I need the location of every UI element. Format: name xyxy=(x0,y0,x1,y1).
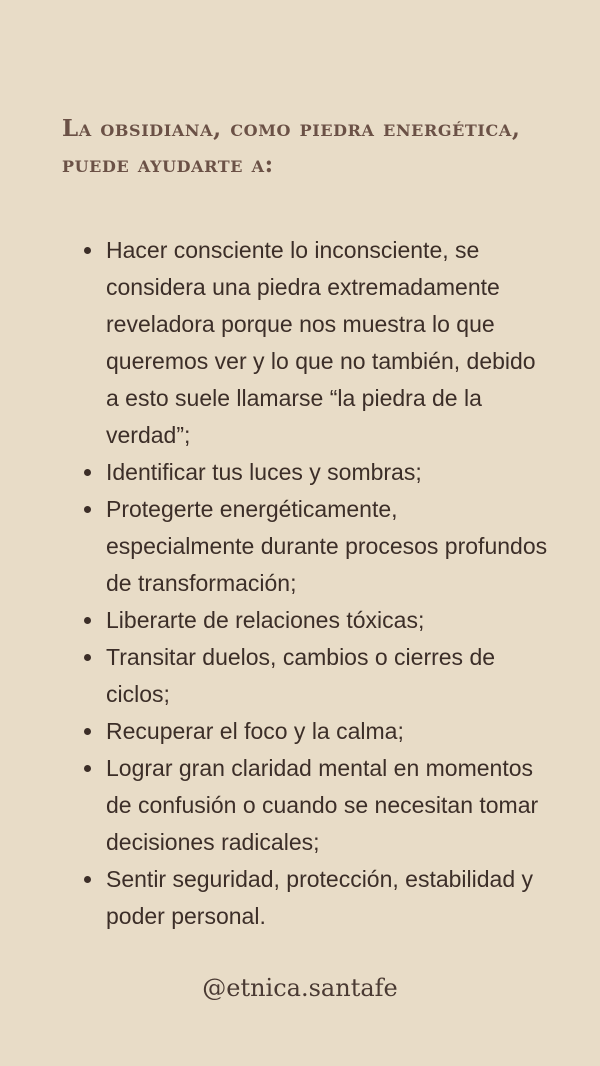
list-item xyxy=(80,602,550,639)
list-item xyxy=(80,713,550,750)
list-item xyxy=(80,454,550,491)
bullet-icon xyxy=(84,617,91,624)
list-item xyxy=(80,639,550,713)
list-item-text: Sentir seguridad, protección, estabilidad y poder personal. xyxy=(106,866,534,929)
bullet-icon xyxy=(84,654,91,661)
list-item-text: Identificar tus luces y sombras; xyxy=(106,459,422,485)
list-item-text: Liberarte de relaciones tóxicas; xyxy=(106,607,425,633)
bullet-icon xyxy=(84,728,91,735)
list-item-text: Lograr gran claridad mental en momentos de confusión o cuando se necesitan tomar decisiones radicales; xyxy=(106,755,539,855)
benefits-list xyxy=(80,232,550,935)
bullet-icon xyxy=(84,469,91,476)
bullet-icon xyxy=(84,247,91,254)
list-item xyxy=(80,232,550,454)
list-item xyxy=(80,491,550,602)
page-title: La obsidiana, como piedra energética, puede ayudarte a: xyxy=(62,115,521,178)
list-item-text: Hacer consciente lo inconsciente, se considera una piedra extremadamente reveladora porque nos muestra lo que queremos ver y lo que no también, debido a esto suele llamarse “la piedra de la verdad”; xyxy=(106,237,536,448)
list-item-text: Transitar duelos, cambios o cierres de ciclos; xyxy=(106,644,496,707)
bullet-icon xyxy=(84,765,91,772)
list-item xyxy=(80,750,550,861)
bullet-icon xyxy=(84,506,91,513)
list-item xyxy=(80,861,550,935)
list-item-text: Protegerte energéticamente, especialmente durante procesos profundos de transformación; xyxy=(106,496,548,596)
bullet-icon xyxy=(84,876,91,883)
social-handle: @etnica.santafe xyxy=(202,974,398,1002)
list-item-text: Recuperar el foco y la calma; xyxy=(106,718,404,744)
